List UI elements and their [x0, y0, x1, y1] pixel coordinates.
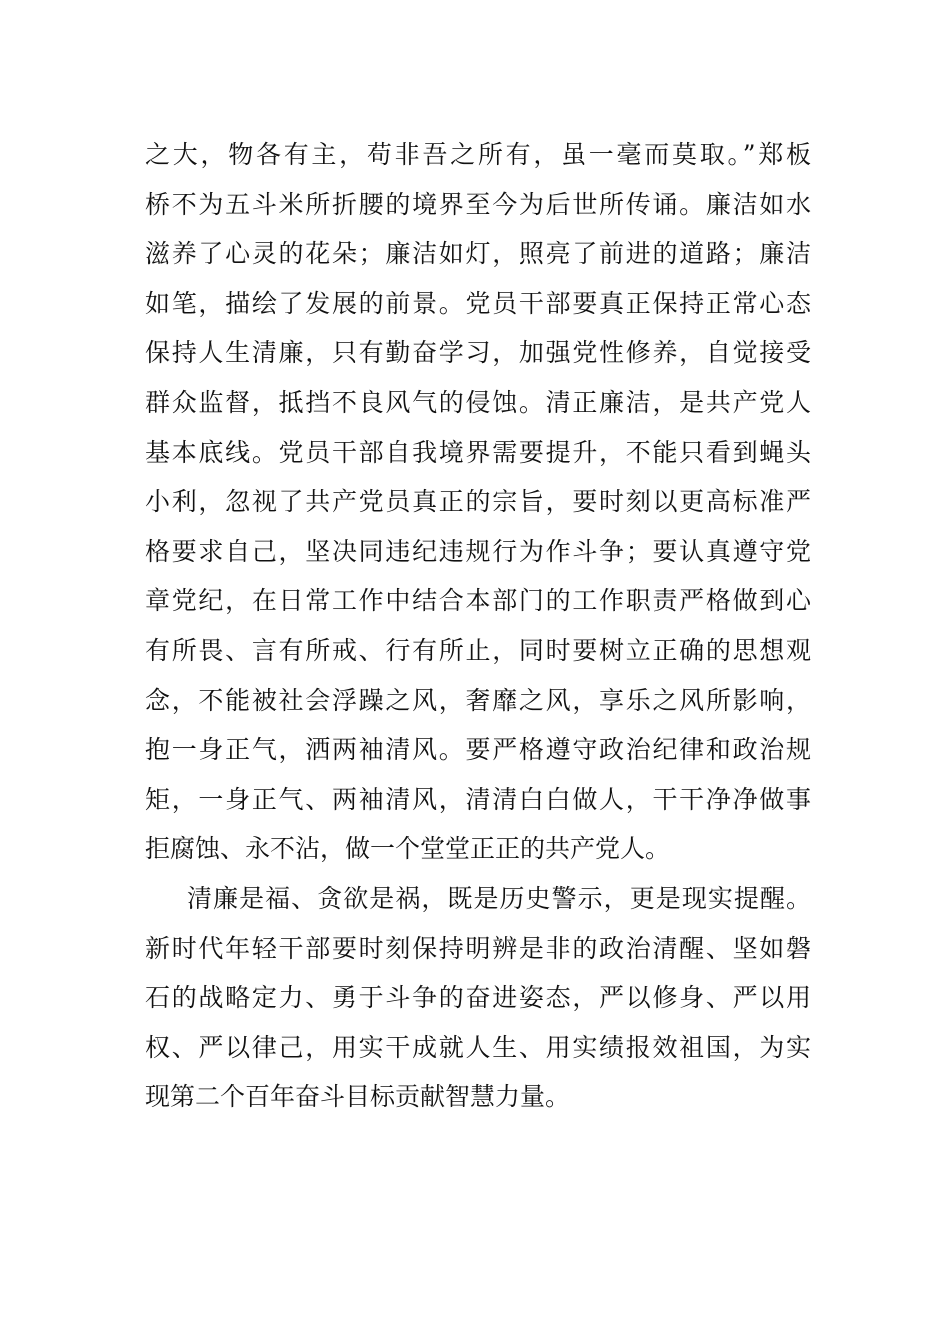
text-line: 章党纪，在日常工作中结合本部门的工作职责严格做到心	[145, 586, 811, 616]
text-line: 现第二个百年奋斗目标贡献智慧力量。	[145, 1082, 571, 1112]
text-line: 念，不能被社会浮躁之风，奢靡之风，享乐之风所影响，	[145, 685, 811, 715]
text-line: 如笔，描绘了发展的前景。党员干部要真正保持正常心态	[145, 288, 811, 318]
text-line: 有所畏、言有所戒、行有所止，同时要树立正确的思想观	[145, 635, 811, 665]
text-line: 矩，一身正气、两袖清风，清清白白做人，干干净净做事	[145, 784, 811, 814]
text-line: 石的战略定力、勇于斗争的奋进姿态，严以修身、严以用	[145, 983, 811, 1013]
text-line: 清廉是福、贪欲是祸，既是历史警示，更是现实提醒。	[187, 883, 811, 913]
text-line: 权、严以律己，用实干成就人生、用实绩报效祖国，为实	[145, 1032, 811, 1062]
text-line: 抱一身正气，洒两袖清风。要严格遵守政治纪律和政治规	[145, 735, 811, 765]
text-line: 桥不为五斗米所折腰的境界至今为后世所传诵。廉洁如水	[145, 189, 811, 219]
text-line: 拒腐蚀、永不沾，做一个堂堂正正的共产党人。	[145, 834, 671, 864]
text-line: 格要求自己，坚决同违纪违规行为作斗争；要认真遵守党	[145, 536, 811, 566]
text-line: 滋养了心灵的花朵；廉洁如灯，照亮了前进的道路；廉洁	[145, 239, 811, 269]
text-line: 保持人生清廉，只有勤奋学习，加强党性修养，自觉接受	[145, 338, 811, 368]
body-text	[145, 130, 811, 1122]
text-line: 小利，忽视了共产党员真正的宗旨，要时刻以更高标准严	[145, 487, 811, 517]
text-line: 新时代年轻干部要时刻保持明辨是非的政治清醒、坚如磐	[145, 933, 811, 963]
text-line: 之大，物各有主，苟非吾之所有，虽一毫而莫取。”郑板	[145, 140, 811, 169]
text-line: 群众监督，抵挡不良风气的侵蚀。清正廉洁，是共产党人	[145, 387, 811, 417]
text-line: 基本底线。党员干部自我境界需要提升，不能只看到蝇头	[145, 437, 811, 467]
